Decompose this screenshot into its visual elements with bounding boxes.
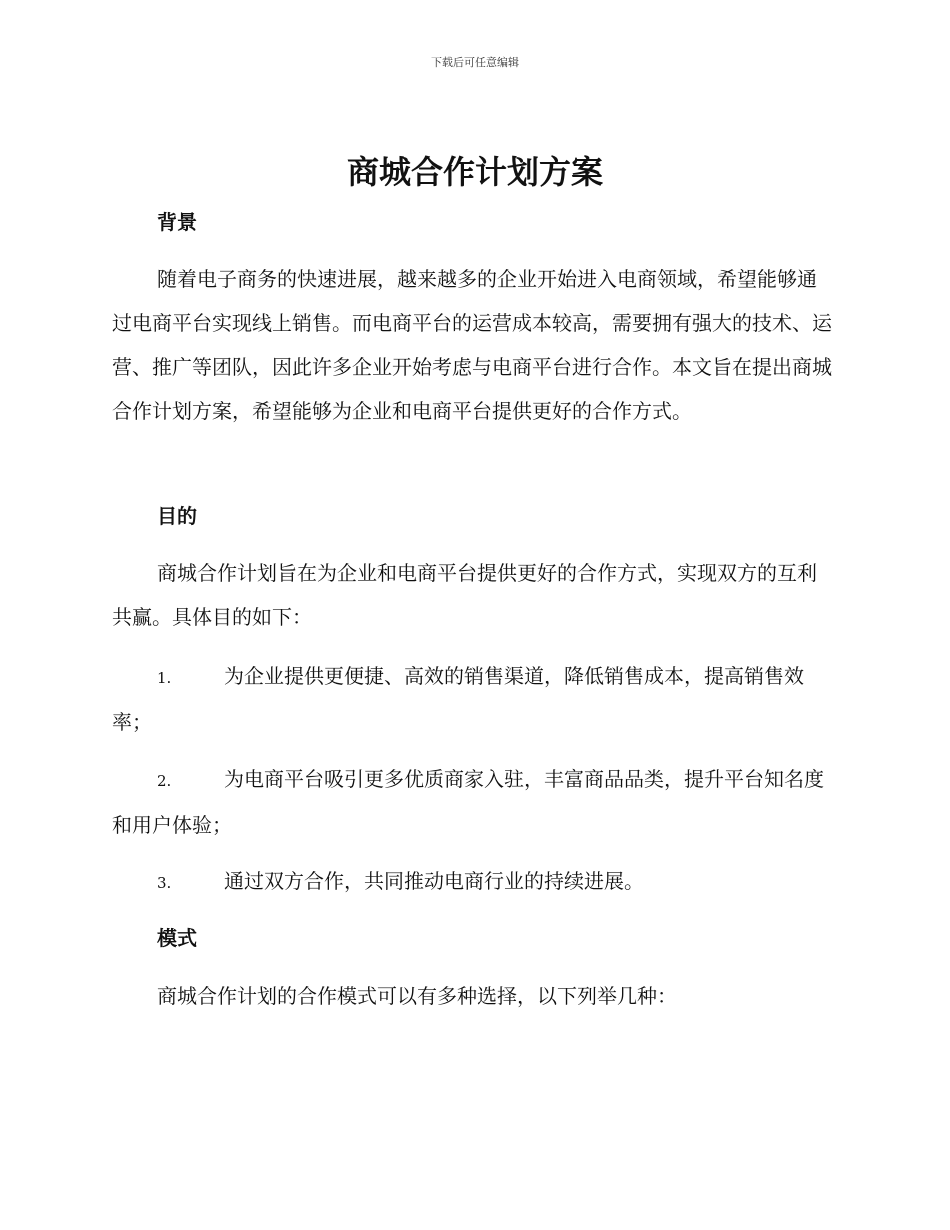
page-header-note: 下载后可任意编辑 <box>431 56 519 69</box>
section-heading-background: 背景 <box>157 210 197 234</box>
list-number: 2. <box>157 772 172 790</box>
document-title: 商城合作计划方案 <box>346 153 603 191</box>
list-text: 为企业提供更便捷、高效的销售渠道，降低销售成本，提高销售效率； <box>112 664 804 734</box>
purpose-list-item-2 <box>112 757 834 847</box>
purpose-list-item-1 <box>112 654 834 744</box>
section-heading-purpose: 目的 <box>157 504 197 528</box>
background-paragraph: 随着电子商务的快速进展，越来越多的企业开始进入电商领域，希望能够通过电商平台实现线上销售。而电商平台的运营成本较高，需要拥有强大的技术、运营、推广等团队，因此许多企业开始考虑与电商平台进行合作。本文旨在提出商城合作计划方案，希望能够为企业和电商平台提供更好的合作方式。 <box>112 267 832 423</box>
list-number: 1. <box>157 669 172 687</box>
section-heading-mode: 模式 <box>157 926 197 950</box>
purpose-paragraph: 商城合作计划旨在为企业和电商平台提供更好的合作方式，实现双方的互利共赢。具体目的如下： <box>112 561 817 629</box>
list-text: 为电商平台吸引更多优质商家入驻，丰富商品品类，提升平台知名度和用户体验； <box>112 767 824 837</box>
list-text: 通过双方合作，共同推动电商行业的持续进展。 <box>224 869 644 893</box>
purpose-list-item-3 <box>112 859 834 905</box>
mode-paragraph: 商城合作计划的合作模式可以有多种选择，以下列举几种： <box>157 984 677 1008</box>
list-number: 3. <box>157 874 172 892</box>
